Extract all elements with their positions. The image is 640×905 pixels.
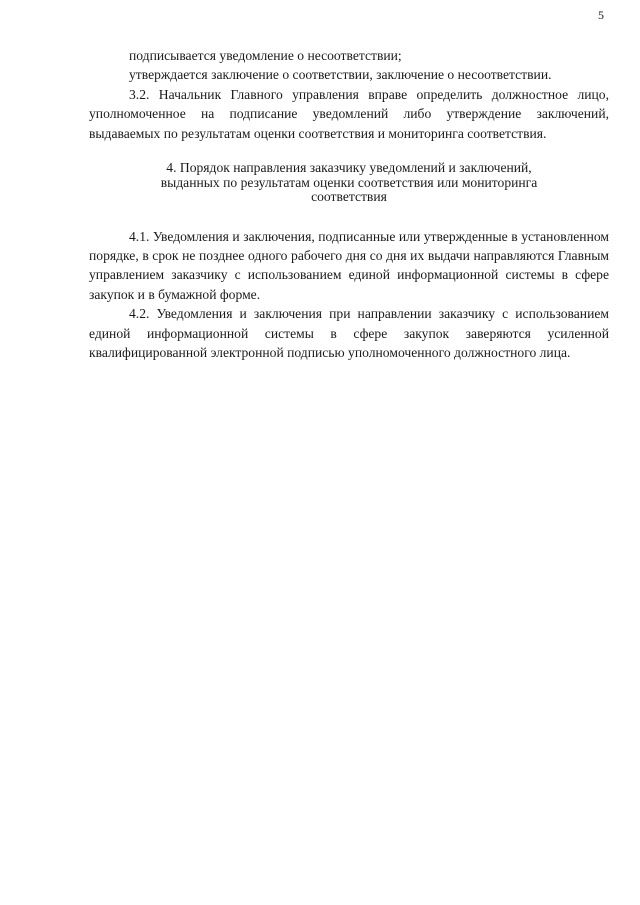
section-4-heading-line-1: 4. Порядок направления заказчику уведомлений и заключений, bbox=[166, 160, 532, 176]
section-4-heading bbox=[89, 161, 609, 205]
section-4-heading-line-3: соответствия bbox=[311, 189, 387, 205]
paragraph-4-1: 4.1. Уведомления и заключения, подписанные или утвержденные в установленном порядке, в срок не позднее одного рабочего дня со дня их выдачи направляются Главным управлением заказчику с использованием единой информационной системы в сфере закупок и в бумажной форме. bbox=[89, 228, 609, 302]
paragraph-approved: утверждается заключение о соответствии, заключение о несоответствии. bbox=[129, 67, 552, 83]
document-body bbox=[89, 46, 609, 362]
paragraph-signed: подписывается уведомление о несоответствии; bbox=[129, 48, 402, 63]
section-4-heading-line-2: выданных по результатам оценки соответствия или мониторинга bbox=[160, 174, 538, 190]
paragraph-4-2: 4.2. Уведомления и заключения при направлении заказчику с использованием единой информационной системы в сфере закупок заверяются усиленной квалифицированной электронной подписью уполномоченного должностного лица. bbox=[89, 306, 609, 360]
page-number: 5 bbox=[598, 8, 604, 22]
paragraph-3-2: 3.2. Начальник Главного управления вправе определить должностное лицо, уполномоченное на подписание уведомлений либо утверждение заключений, выдаваемых по результатам оценки соответствия и мониторинга соответствия. bbox=[89, 86, 609, 141]
